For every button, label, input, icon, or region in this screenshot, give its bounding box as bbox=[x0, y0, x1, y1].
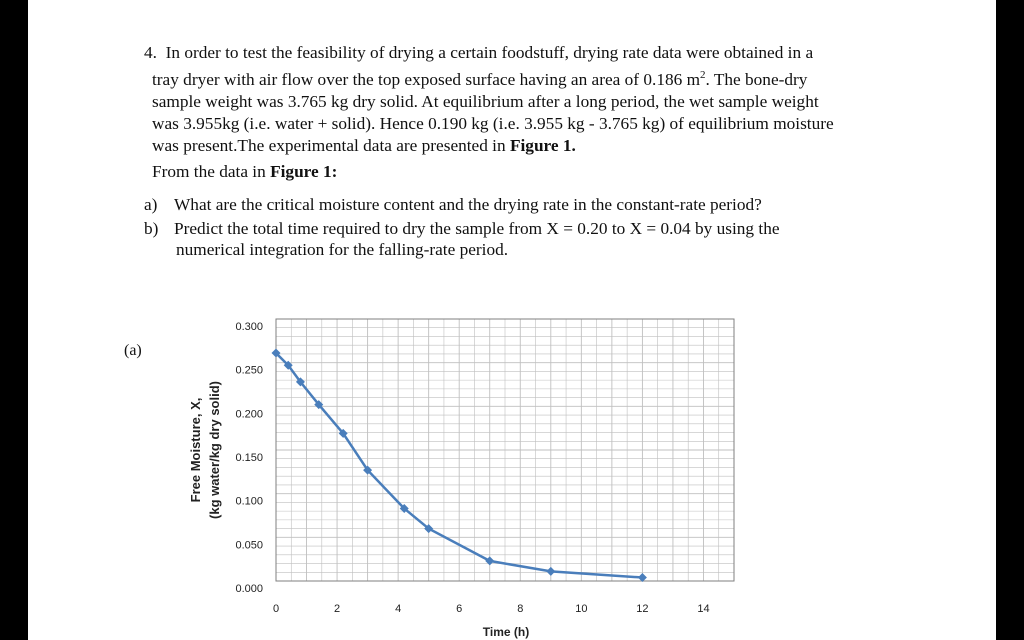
y-tick-label: 0.200 bbox=[235, 408, 263, 421]
x-tick-label: 10 bbox=[575, 603, 588, 615]
question-line-2: tray dryer with air flow over the top exposed surface having an area of 0.186 $m^2$. The bone-dry bbox=[152, 69, 808, 89]
question-line-1: 4. In order to test the feasibility of drying a certain foodstuff, drying rate data were obtained in a bbox=[144, 43, 814, 62]
x-tick-labels bbox=[273, 603, 710, 615]
question-line-3: sample weight was 3.765 kg dry solid. At equilibrium after a long period, the wet sample weight bbox=[152, 91, 819, 111]
part-b: b) Predict the total time required to dry the sample from X = 0.20 to X = 0.04 by using the bbox=[144, 219, 780, 238]
y-tick-label: 0.250 bbox=[235, 364, 263, 377]
x-tick-label: 6 bbox=[456, 603, 463, 615]
y-tick-label: 0.050 bbox=[235, 539, 263, 552]
x-tick-label: 8 bbox=[517, 603, 524, 615]
part-b-continued: numerical integration for the falling-rate period. bbox=[176, 240, 509, 259]
from-data-heading: From the data in Figure 1: bbox=[152, 162, 338, 181]
x-tick-label: 0 bbox=[272, 603, 280, 615]
y-tick-label: 0.100 bbox=[235, 495, 263, 508]
x-tick-label: 2 bbox=[334, 603, 341, 615]
part-a: a) What are the critical moisture content and the drying rate in the constant-rate period? bbox=[144, 195, 762, 214]
x-tick-label: 4 bbox=[395, 603, 402, 615]
y-axis-title-line1: Free Moisture, X, bbox=[188, 397, 203, 503]
x-axis-title: Time (h) bbox=[482, 625, 530, 639]
data-point-marker bbox=[546, 567, 555, 576]
y-tick-label: 0.150 bbox=[235, 452, 263, 464]
y-axis-title-line2: (kg water/kg dry solid) bbox=[207, 381, 222, 519]
question-line-5: was present.The experimental data are presented in Figure 1. bbox=[152, 135, 576, 155]
question-line-4: was 3.955kg (i.e. water + solid). Hence 0.190 kg (i.e. 3.955 kg - 3.765 kg) of equilibrium moisture bbox=[152, 113, 834, 133]
chart-grid bbox=[276, 319, 734, 581]
x-tick-label: 14 bbox=[697, 603, 710, 615]
data-point-marker bbox=[485, 556, 494, 565]
y-tick-labels bbox=[235, 321, 263, 595]
x-tick-label: 12 bbox=[636, 603, 649, 615]
figure-label: (a) bbox=[124, 342, 142, 359]
y-tick-label: 0.000 bbox=[235, 583, 263, 595]
y-tick-label: 0.300 bbox=[235, 321, 263, 333]
